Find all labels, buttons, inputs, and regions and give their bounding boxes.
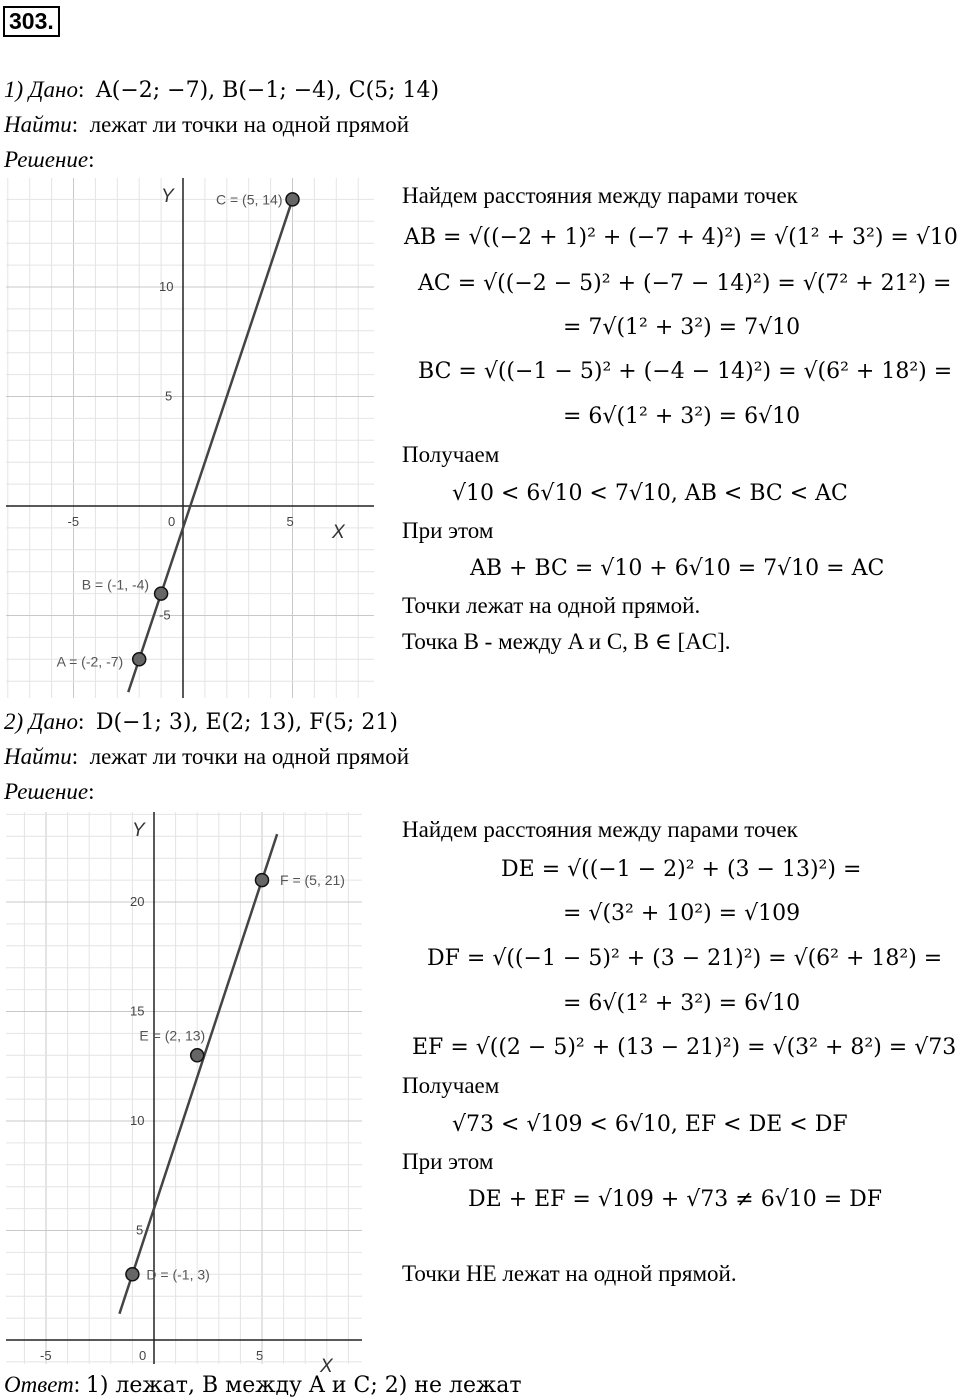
p1-line-10: Точки лежат на одной прямой.	[402, 593, 701, 618]
graph-line	[128, 193, 294, 692]
part1-find-text: лежат ли точки на одной прямой	[89, 112, 410, 137]
point-marker	[256, 874, 269, 887]
part2-find: Найти: лежат ли точки на одной прямой	[4, 744, 410, 769]
p2-line-2: = √(3² + 10²) = √109	[563, 901, 801, 926]
p2-line-0: Найдем расстояния между парами точек	[402, 817, 798, 842]
p1-line-5: = 6√(1² + 3²) = 6√10	[563, 404, 801, 429]
point-marker	[126, 1268, 139, 1281]
point-label: C = (5, 14)	[215, 191, 283, 208]
point-marker	[191, 1049, 204, 1062]
part1-given: 1) Дано: A(−2; −7), B(−1; −4), C(5; 14)	[4, 77, 440, 103]
p1-line-1: AB = √((−2 + 1)² + (−7 + 4)²) = √(1² + 3²) = √10	[404, 225, 958, 250]
part2-solution: Решение:	[4, 779, 95, 804]
p1-line-8: При этом	[402, 518, 494, 543]
part1-find: Найти: лежат ли точки на одной прямой	[4, 112, 410, 137]
part1-solution-label: Решение	[4, 147, 89, 172]
part2-given-label: 2) Дано	[4, 709, 78, 734]
y-tick-label: 15	[130, 1003, 145, 1019]
y-tick-label: 5	[165, 388, 173, 404]
y-tick-label: 10	[130, 1113, 145, 1128]
p2-line-7: √73 < √109 < 6√10, EF < DE < DF	[452, 1112, 848, 1137]
point-marker	[286, 193, 299, 206]
p2-line-10: Точки НЕ лежат на одной прямой.	[402, 1261, 737, 1286]
p1-line-2: AC = √((−2 − 5)² + (−7 − 14)²) = √(7² + 21²) =	[418, 271, 952, 296]
p1-line-7: √10 < 6√10 < 7√10, AB < BC < AC	[452, 481, 848, 506]
problem-number: 303.	[3, 6, 60, 37]
part2-graph	[6, 812, 362, 1377]
p1-line-6: Получаем	[402, 442, 500, 467]
answer-text: 1) лежат, B между A и C; 2) не лежат	[85, 1373, 522, 1398]
x-tick-label: -5	[40, 1348, 52, 1363]
y-tick-label: 5	[136, 1222, 144, 1238]
y-axis-label: Y	[132, 820, 145, 841]
p2-line-9: DE + EF = √109 + √73 ≠ 6√10 = DF	[468, 1187, 883, 1212]
point-label: F = (5, 21)	[280, 872, 345, 889]
p2-line-5: EF = √((2 − 5)² + (13 − 21)²) = √(3² + 8²) = √73	[412, 1035, 957, 1060]
x-tick-label: 0	[168, 514, 176, 529]
point-label: B = (-1, -4)	[81, 576, 150, 593]
p2-line-4: = 6√(1² + 3²) = 6√10	[563, 991, 801, 1016]
part1-given-points: A(−2; −7), B(−1; −4), C(5; 14)	[95, 78, 440, 103]
part2-find-label: Найти	[4, 744, 72, 769]
p2-line-8: При этом	[402, 1149, 494, 1174]
p2-line-3: DF = √((−1 − 5)² + (3 − 21)²) = √(6² + 18²) =	[427, 946, 943, 971]
y-tick-label: 10	[159, 279, 174, 294]
answer-label: Ответ	[4, 1372, 74, 1397]
point-label: D = (-1, 3)	[146, 1266, 210, 1283]
point-marker	[155, 587, 168, 600]
p1-line-11: Точка B - между A и C, B ∈ [AC].	[402, 629, 731, 654]
point-marker	[133, 653, 146, 666]
x-tick-label: 0	[139, 1348, 147, 1363]
x-tick-label: 5	[286, 514, 294, 529]
x-axis-label: X	[332, 522, 345, 543]
x-axis-label: X	[320, 1356, 333, 1377]
part2-find-text: лежат ли точки на одной прямой	[89, 744, 410, 769]
point-label: E = (2, 13)	[139, 1027, 206, 1044]
y-tick-label: 20	[130, 894, 145, 909]
part1-graph	[6, 178, 374, 698]
y-axis-label: Y	[161, 186, 174, 207]
p2-line-6: Получаем	[402, 1073, 500, 1098]
p1-line-0: Найдем расстояния между парами точек	[402, 183, 798, 208]
y-tick-label: -5	[159, 607, 171, 623]
part2-given-points: D(−1; 3), E(2; 13), F(5; 21)	[95, 710, 398, 735]
p2-line-1: DE = √((−1 − 2)² + (3 − 13)²) =	[501, 857, 862, 882]
part2-given: 2) Дано: D(−1; 3), E(2; 13), F(5; 21)	[4, 709, 398, 735]
part1-solution: Решение:	[4, 147, 95, 172]
p1-line-4: BC = √((−1 − 5)² + (−4 − 14)²) = √(6² + 18²) =	[418, 359, 953, 384]
x-tick-label: 5	[256, 1348, 264, 1363]
part1-find-label: Найти	[4, 112, 72, 137]
p1-line-9: AB + BC = √10 + 6√10 = 7√10 = AC	[470, 556, 885, 581]
part2-solution-label: Решение	[4, 779, 89, 804]
answer: Ответ: 1) лежат, B между A и C; 2) не лежат	[4, 1372, 522, 1398]
point-label: A = (-2, -7)	[56, 653, 124, 670]
p1-line-3: = 7√(1² + 3²) = 7√10	[563, 315, 801, 340]
part1-given-label: 1) Дано	[4, 77, 78, 102]
x-tick-label: -5	[67, 514, 80, 529]
